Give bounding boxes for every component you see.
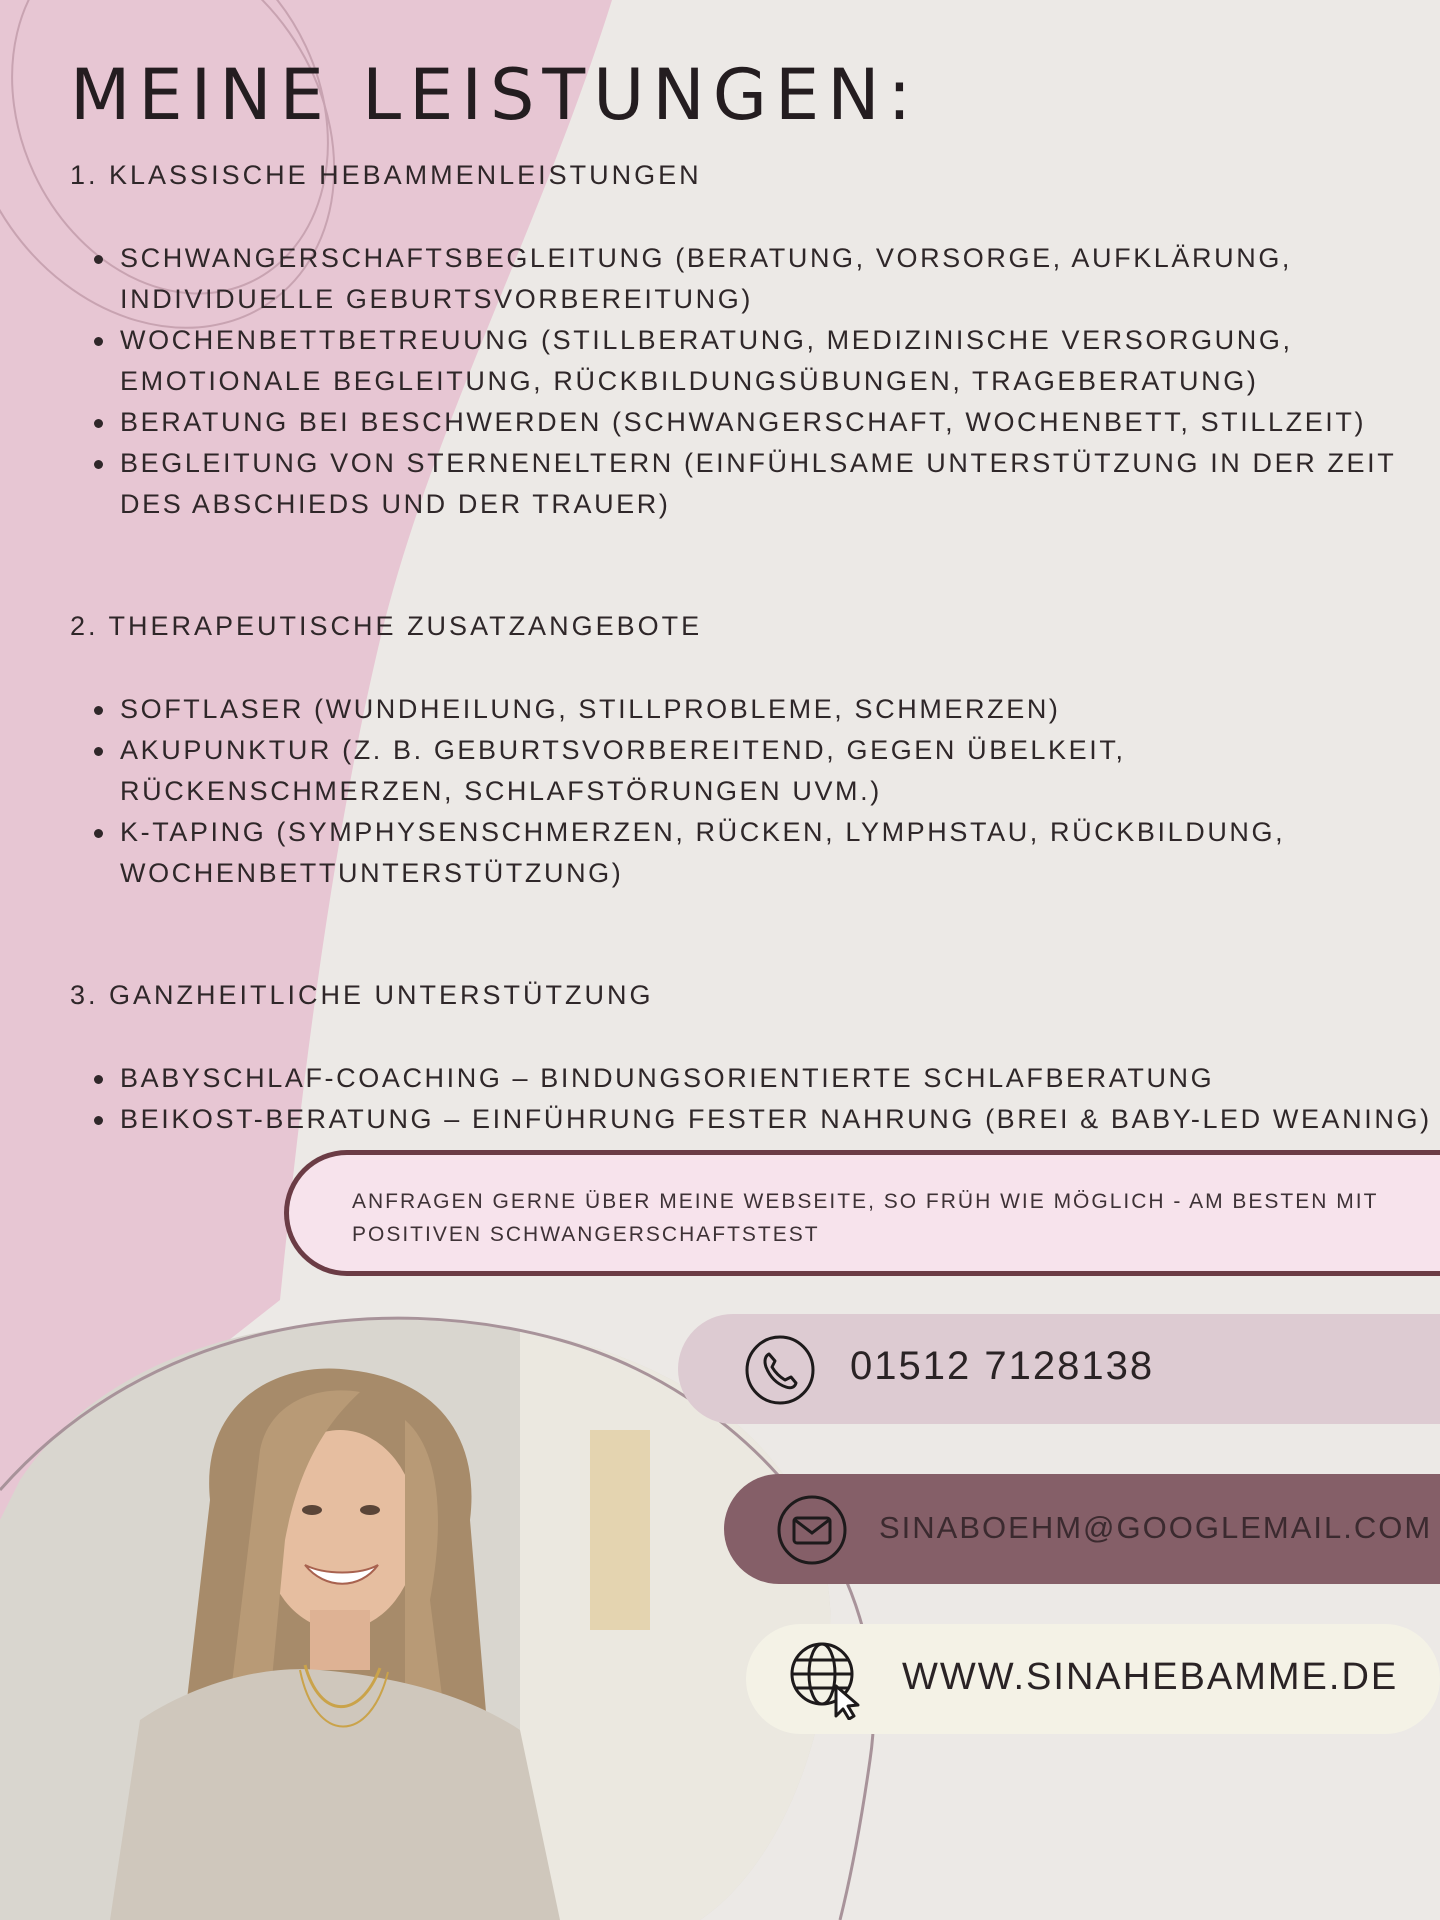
bullet-icon xyxy=(94,255,103,264)
section-heading-2: 2. THERAPEUTISCHE ZUSATZANGEBOTE xyxy=(70,611,703,641)
section-list-3 xyxy=(94,1058,1434,1140)
website-url: WWW.SINAHEBAMME.DE xyxy=(902,1656,1399,1698)
bullet-icon xyxy=(94,419,103,428)
page-title: MEINE LEISTUNGEN: xyxy=(70,54,920,136)
list-item: SCHWANGERSCHAFTSBEGLEITUNG (BERATUNG, VORSORGE, AUFKLÄRUNG, INDIVIDUELLE GEBURTSVORBEREITUNG) xyxy=(94,238,1434,320)
bullet-icon xyxy=(94,706,103,715)
email-contact-pill[interactable] xyxy=(724,1474,1440,1584)
list-item: K-TAPING (SYMPHYSENSCHMERZEN, RÜCKEN, LYMPHSTAU, RÜCKBILDUNG, WOCHENBETTUNTERSTÜTZUNG) xyxy=(94,812,1434,894)
section-heading-3: 3. GANZHEITLICHE UNTERSTÜTZUNG xyxy=(70,980,654,1010)
list-item: WOCHENBETTBETREUUNG (STILLBERATUNG, MEDIZINISCHE VERSORGUNG, EMOTIONALE BEGLEITUNG, RÜCKBILDUNGSÜBUNGEN, TRAGEBERATUNG) xyxy=(94,320,1434,402)
phone-icon xyxy=(744,1334,816,1406)
bullet-icon xyxy=(94,1075,103,1084)
website-contact-pill[interactable] xyxy=(746,1624,1440,1734)
section-list-1 xyxy=(94,238,1434,525)
mail-icon xyxy=(776,1494,848,1566)
list-item: BERATUNG BEI BESCHWERDEN (SCHWANGERSCHAFT, WOCHENBETT, STILLZEIT) xyxy=(94,402,1434,443)
bullet-icon xyxy=(94,337,103,346)
list-item: SOFTLASER (WUNDHEILUNG, STILLPROBLEME, SCHMERZEN) xyxy=(94,689,1434,730)
bullet-icon xyxy=(94,747,103,756)
list-item: AKUPUNKTUR (Z. B. GEBURTSVORBEREITEND, GEGEN ÜBELKEIT, RÜCKENSCHMERZEN, SCHLAFSTÖRUNGEN UVM.) xyxy=(94,730,1434,812)
bullet-icon xyxy=(94,460,103,469)
phone-number: 01512 7128138 xyxy=(850,1344,1155,1388)
request-note-banner xyxy=(284,1150,1440,1276)
phone-contact-pill[interactable] xyxy=(678,1314,1440,1424)
list-item: BABYSCHLAF-COACHING – BINDUNGSORIENTIERTE SCHLAFBERATUNG xyxy=(94,1058,1434,1099)
bullet-icon xyxy=(94,829,103,838)
section-heading-1: 1. KLASSISCHE HEBAMMENLEISTUNGEN xyxy=(70,160,702,190)
list-item: BEIKOST-BERATUNG – EINFÜHRUNG FESTER NAHRUNG (BREI & BABY-LED WEANING) xyxy=(94,1099,1434,1140)
globe-cursor-icon xyxy=(788,1640,868,1720)
bullet-icon xyxy=(94,1116,103,1125)
request-note-text: ANFRAGEN GERNE ÜBER MEINE WEBSEITE, SO FRÜH WIE MÖGLICH - AM BESTEN MIT POSITIVEN SCHWANGERSCHAFTSTEST xyxy=(352,1190,1379,1246)
list-item: BEGLEITUNG VON STERNENELTERN (EINFÜHLSAME UNTERSTÜTZUNG IN DER ZEIT DES ABSCHIEDS UND DER TRAUER) xyxy=(94,443,1434,525)
email-address: SINABOEHM@GOOGLEMAIL.COM xyxy=(879,1510,1433,1545)
section-list-2 xyxy=(94,689,1434,894)
